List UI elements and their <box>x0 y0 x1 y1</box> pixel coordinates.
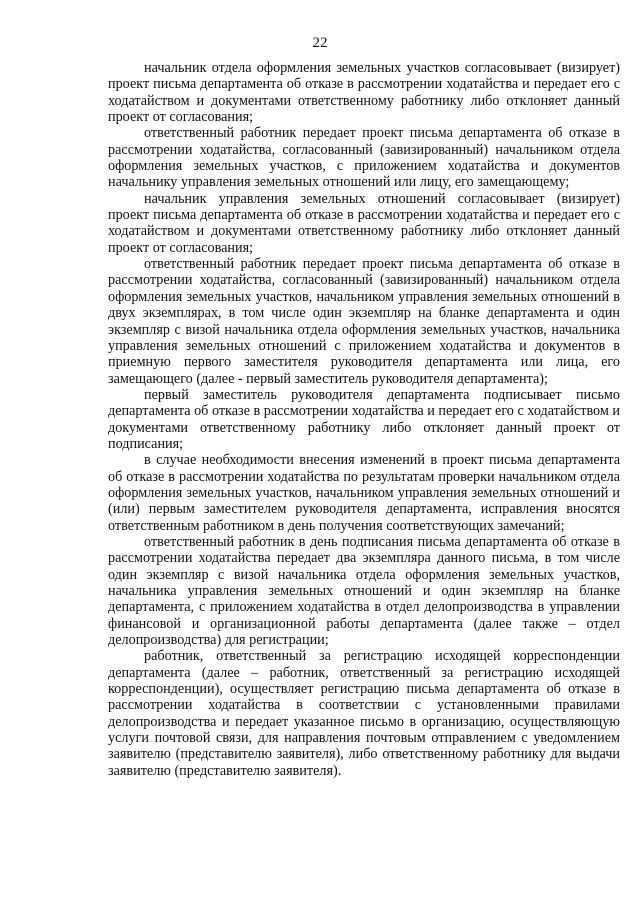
paragraph-7: ответственный работник в день подписания письма департамента об отказе в рассмотрении ходатайства передает два экземпляра данного письма, в том числе один экземпляр с визой начальника отдела оформления земельных участков, начальника управления земельных отношений и один экземпляр на бланке департамента, с приложением ходатайства в отдел делопроизводства в управлении финансовой и организационной работы департамента (далее также – отдел делопроизводства) для регистрации; <box>108 533 620 649</box>
paragraph-5: первый заместитель руководителя департамента подписывает письмо департамента об отказе в рассмотрении ходатайства и передает его с ходатайством и документами ответственному работнику либо отклоняет данный проект от подписания; <box>108 386 620 452</box>
paragraph-2: ответственный работник передает проект письма департамента об отказе в рассмотрении ходатайства, согласованный (завизированный) начальником отдела оформления земельных участков, с приложением ходатайства и документов начальнику управления земельных отношений или лицу, его замещающему; <box>108 125 620 191</box>
page-number: 22 <box>312 35 328 51</box>
paragraph-3: начальник управления земельных отношений согласовывает (визирует) проект письма департамента об отказе в рассмотрении ходатайства и передает его с ходатайством и документами ответственному работнику либо отклоняет данный проект от согласования; <box>108 190 620 256</box>
document-body <box>108 60 620 779</box>
paragraph-6: в случае необходимости внесения изменений в проект письма департамента об отказе в рассмотрении ходатайства по результатам проверки начальником отдела оформления земельных участков, начальником управления земельных отношений и (или) первым заместителем руководителя департамента, исправления вносятся ответственным работником в день получения соответствующих замечаний; <box>108 452 620 534</box>
paragraph-8: работник, ответственный за регистрацию исходящей корреспонденции департамента (далее – работник, ответственный за регистрацию исходящей корреспонденции), осуществляет регистрацию письма департамента об отказе в рассмотрении ходатайства в соответствии с установленными правилами делопроизводства и передает указанное письмо в организацию, осуществляющую услуги почтовой связи, для направления почтовым отправлением с уведомлением заявителю (представителю заявителя), либо ответственному работнику для выдачи заявителю (представителю заявителя). <box>108 648 620 779</box>
paragraph-4: ответственный работник передает проект письма департамента об отказе в рассмотрении ходатайства, согласованный (завизированный) начальником отдела оформления земельных участков, начальником управления земельных отношений в двух экземплярах, в том числе один экземпляр на бланке департамента и один экземпляр с визой начальника отдела оформления земельных участков, начальника управления земельных отношений с приложением ходатайства и документов в приемную первого заместителя руководителя департамента или лица, его замещающего (далее - первый заместитель руководителя департамента); <box>108 256 620 387</box>
paragraph-1: начальник отдела оформления земельных участков согласовывает (визирует) проект письма департамента об отказе в рассмотрении ходатайства и передает его с ходатайством и документами ответственному работнику либо отклоняет данный проект от согласования; <box>108 60 620 126</box>
